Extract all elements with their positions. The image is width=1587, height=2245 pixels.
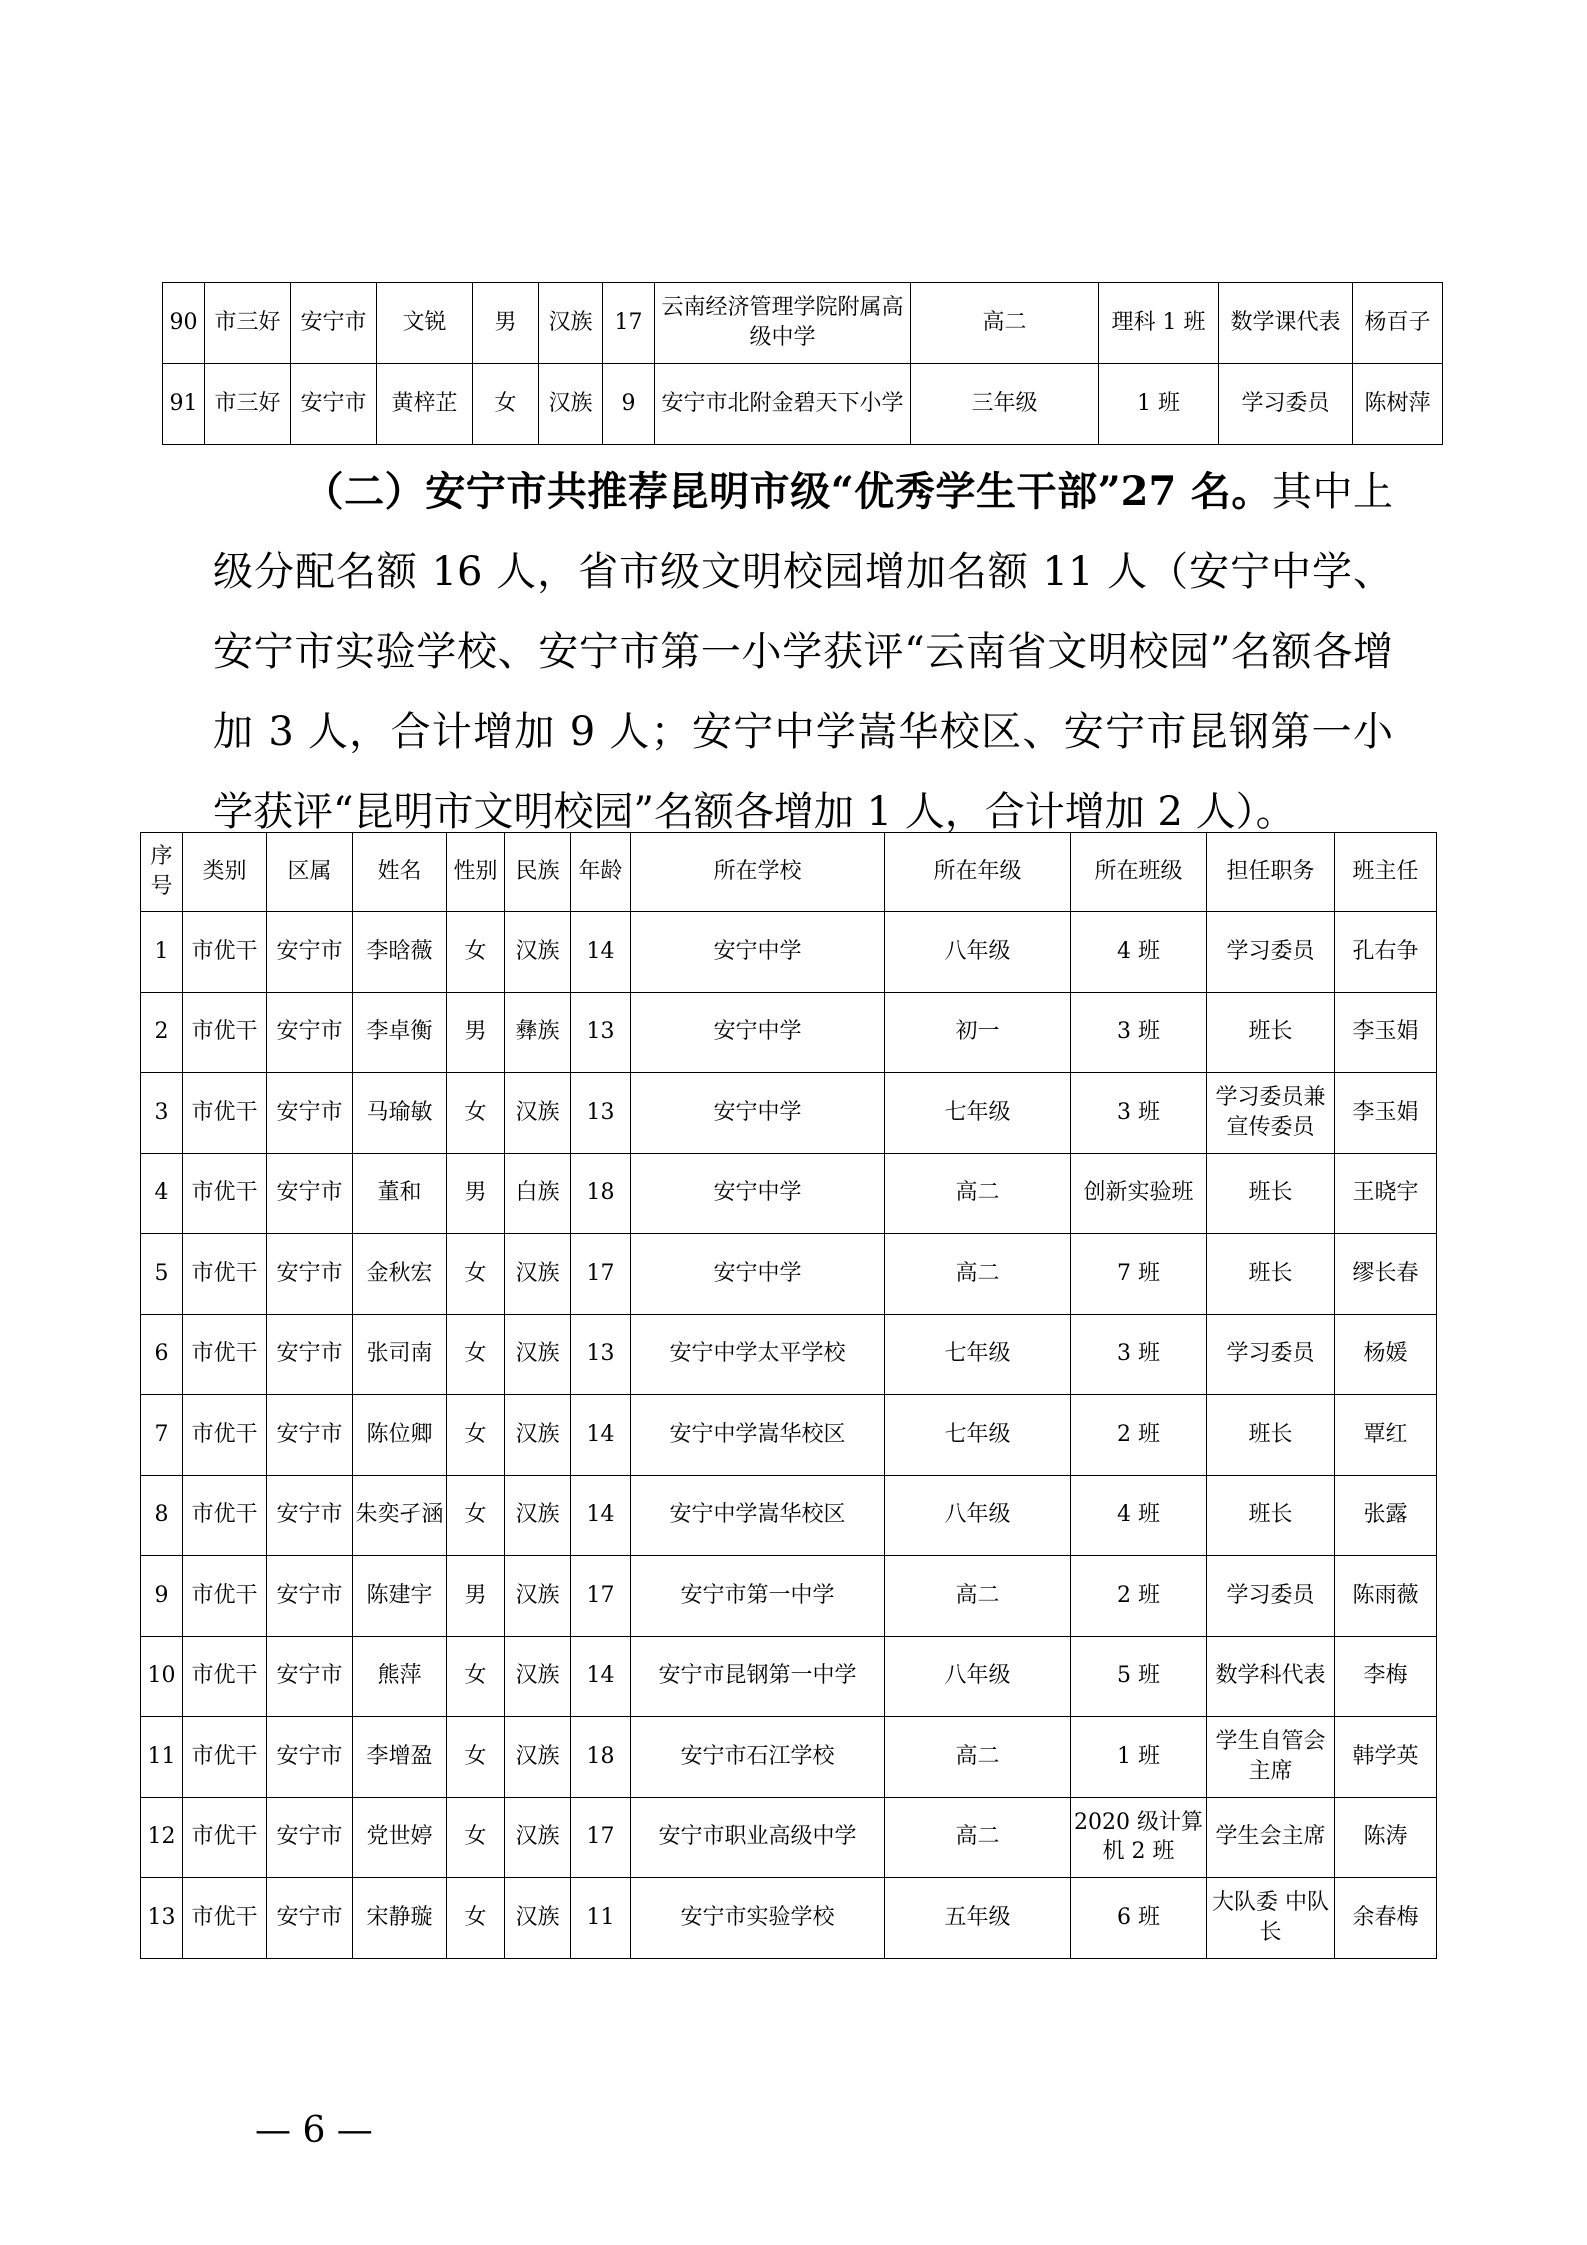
table-cell: 安宁市 (267, 1636, 353, 1717)
table-cell: 安宁中学 (631, 1234, 885, 1315)
table-cell: 市优干 (183, 1073, 267, 1154)
section-body: 其中上级分配名额 16 人，省市级文明校园增加名额 11 人（安宁中学、安宁市实验学校、安宁市第一小学获评“云南省文明校园”名额各增加 3 人，合计增加 9 人；安宁中学嵩华校区、安宁市昆钢第一小学获评“昆明市文明校园”名额各增加 1 人，合计增加 2 人）。 (213, 469, 1393, 835)
table-cell: 1 (141, 912, 183, 993)
table-cell: 安宁市 (267, 992, 353, 1073)
table-cell: 余春梅 (1335, 1878, 1437, 1959)
table-cell: 安宁市实验学校 (631, 1878, 885, 1959)
table-cell: 市优干 (183, 1153, 267, 1234)
header-cell: 所在年级 (885, 833, 1071, 912)
table-cell: 数学科代表 (1207, 1636, 1335, 1717)
table-cell: 张司南 (353, 1314, 447, 1395)
table-cell: 陈雨薇 (1335, 1556, 1437, 1637)
table-row (141, 1073, 1437, 1154)
table-cell: 13 (141, 1878, 183, 1959)
table-cell: 班长 (1207, 1395, 1335, 1476)
table-cell: 金秋宏 (353, 1234, 447, 1315)
table-cell: 陈建宇 (353, 1556, 447, 1637)
table-cell: 市优干 (183, 1636, 267, 1717)
table-cell: 三年级 (911, 364, 1099, 445)
table-cell: 安宁市 (291, 283, 377, 364)
table-cell: 男 (447, 1556, 505, 1637)
header-cell: 性别 (447, 833, 505, 912)
table-cell: 17 (571, 1234, 631, 1315)
table-cell: 安宁市第一中学 (631, 1556, 885, 1637)
table-cell: 李增盈 (353, 1717, 447, 1798)
table-cell: 安宁市 (267, 1073, 353, 1154)
table-cell: 10 (141, 1636, 183, 1717)
table-cell: 班长 (1207, 1153, 1335, 1234)
table-cell: 朱奕孑涵 (353, 1475, 447, 1556)
table-cell: 3 班 (1071, 1073, 1207, 1154)
table-cell: 4 (141, 1153, 183, 1234)
table-cell: 女 (473, 364, 539, 445)
table-cell: 13 (571, 1073, 631, 1154)
table-cell: 汉族 (505, 1073, 571, 1154)
table-cell: 高二 (885, 1153, 1071, 1234)
table-cell: 班长 (1207, 992, 1335, 1073)
table-cell: 理科 1 班 (1099, 283, 1219, 364)
table-cell: 安宁市 (267, 1314, 353, 1395)
table-cell: 18 (571, 1717, 631, 1798)
table-cell: 2 班 (1071, 1395, 1207, 1476)
table-cell: 90 (163, 283, 205, 364)
table-cell: 市优干 (183, 1314, 267, 1395)
header-cell: 区属 (267, 833, 353, 912)
table-cell: 高二 (885, 1717, 1071, 1798)
header-cell: 年龄 (571, 833, 631, 912)
table-cell: 杨百子 (1353, 283, 1443, 364)
table-row (163, 283, 1443, 364)
section-paragraph (213, 452, 1393, 852)
table-cell: 初一 (885, 992, 1071, 1073)
table-cell: 汉族 (505, 1475, 571, 1556)
table-cell: 班长 (1207, 1234, 1335, 1315)
table-cell: 李卓衡 (353, 992, 447, 1073)
table-cell: 宋静璇 (353, 1878, 447, 1959)
table-cell: 2 班 (1071, 1556, 1207, 1637)
table-cell: 数学课代表 (1219, 283, 1353, 364)
table-cell: 女 (447, 912, 505, 993)
table-cell: 女 (447, 1073, 505, 1154)
table-cell: 陈位卿 (353, 1395, 447, 1476)
table-row (141, 1153, 1437, 1234)
table-cell: 市优干 (183, 1234, 267, 1315)
section-heading: （二）安宁市共推荐昆明市级“优秀学生干部”27 名。 (303, 468, 1272, 515)
table-cell: 3 (141, 1073, 183, 1154)
cadre-table (140, 832, 1437, 1959)
table-cell: 安宁市 (267, 1395, 353, 1476)
table-cell: 韩学英 (1335, 1717, 1437, 1798)
table-cell: 班长 (1207, 1475, 1335, 1556)
table-cell: 市优干 (183, 1797, 267, 1878)
table-cell: 学习委员兼宣传委员 (1207, 1073, 1335, 1154)
table-cell: 11 (141, 1717, 183, 1798)
table-cell: 高二 (885, 1797, 1071, 1878)
table-cell: 安宁市 (267, 1717, 353, 1798)
table-cell: 安宁市 (267, 1234, 353, 1315)
table-cell: 汉族 (505, 1556, 571, 1637)
table-row (141, 992, 1437, 1073)
table-cell: 9 (141, 1556, 183, 1637)
header-cell: 姓名 (353, 833, 447, 912)
table-cell: 七年级 (885, 1314, 1071, 1395)
table-cell: 安宁中学嵩华校区 (631, 1395, 885, 1476)
table-cell: 汉族 (505, 1878, 571, 1959)
table-cell: 创新实验班 (1071, 1153, 1207, 1234)
table-cell: 学习委员 (1207, 1556, 1335, 1637)
table-cell: 缪长春 (1335, 1234, 1437, 1315)
table-row (141, 1314, 1437, 1395)
table-cell: 黄梓芷 (377, 364, 473, 445)
table-cell: 市优干 (183, 1878, 267, 1959)
table-cell: 安宁市职业高级中学 (631, 1797, 885, 1878)
table-cell: 安宁市 (291, 364, 377, 445)
table-cell: 八年级 (885, 1475, 1071, 1556)
table-cell: 汉族 (505, 1395, 571, 1476)
header-cell: 序号 (141, 833, 183, 912)
table-cell: 安宁中学太平学校 (631, 1314, 885, 1395)
page-number: — 6 — (255, 2110, 373, 2151)
top-table (162, 282, 1443, 445)
table-cell: 女 (447, 1475, 505, 1556)
table-header-row (141, 833, 1437, 912)
table-cell: 安宁市 (267, 1475, 353, 1556)
table-cell: 八年级 (885, 912, 1071, 993)
table-cell: 市优干 (183, 992, 267, 1073)
table-cell: 安宁市 (267, 912, 353, 993)
table-cell: 安宁市昆钢第一中学 (631, 1636, 885, 1717)
table-cell: 12 (141, 1797, 183, 1878)
table-cell: 学习委员 (1207, 912, 1335, 993)
table-cell: 女 (447, 1314, 505, 1395)
table-cell: 李玉娟 (1335, 1073, 1437, 1154)
table-cell: 安宁市 (267, 1797, 353, 1878)
table-cell: 17 (603, 283, 655, 364)
table-cell: 2 (141, 992, 183, 1073)
table-row (141, 1797, 1437, 1878)
table-cell: 王晓宇 (1335, 1153, 1437, 1234)
table-cell: 17 (571, 1797, 631, 1878)
table-cell: 女 (447, 1395, 505, 1476)
table-cell: 女 (447, 1878, 505, 1959)
table-cell: 安宁市 (267, 1878, 353, 1959)
table-cell: 市三好 (205, 283, 291, 364)
table-cell: 张露 (1335, 1475, 1437, 1556)
table-cell: 13 (571, 992, 631, 1073)
table-cell: 6 班 (1071, 1878, 1207, 1959)
table-row (141, 1878, 1437, 1959)
table-cell: 安宁中学 (631, 912, 885, 993)
table-cell: 8 (141, 1475, 183, 1556)
table-cell: 汉族 (505, 1636, 571, 1717)
table-cell: 11 (571, 1878, 631, 1959)
table-cell: 安宁市北附金碧天下小学 (655, 364, 911, 445)
table-cell: 7 (141, 1395, 183, 1476)
table-cell: 13 (571, 1314, 631, 1395)
table-cell: 7 班 (1071, 1234, 1207, 1315)
header-cell: 所在学校 (631, 833, 885, 912)
table-cell: 汉族 (505, 912, 571, 993)
table-cell: 高二 (885, 1556, 1071, 1637)
table-cell: 5 班 (1071, 1636, 1207, 1717)
table-cell: 孔右争 (1335, 912, 1437, 993)
table-cell: 5 (141, 1234, 183, 1315)
table-cell: 市优干 (183, 1475, 267, 1556)
table-cell: 八年级 (885, 1636, 1071, 1717)
table-cell: 学生会主席 (1207, 1797, 1335, 1878)
table-cell: 高二 (911, 283, 1099, 364)
table-cell: 男 (447, 992, 505, 1073)
table-row (141, 1475, 1437, 1556)
table-cell: 市优干 (183, 1556, 267, 1637)
table-cell: 覃红 (1335, 1395, 1437, 1476)
table-cell: 七年级 (885, 1395, 1071, 1476)
table-cell: 3 班 (1071, 992, 1207, 1073)
table-cell: 学习委员 (1207, 1314, 1335, 1395)
table-cell: 安宁中学 (631, 992, 885, 1073)
table-cell: 汉族 (505, 1234, 571, 1315)
table-cell: 4 班 (1071, 912, 1207, 993)
table-cell: 安宁市石江学校 (631, 1717, 885, 1798)
table-cell: 17 (571, 1556, 631, 1637)
table-cell: 男 (473, 283, 539, 364)
header-cell: 类别 (183, 833, 267, 912)
table-cell: 市三好 (205, 364, 291, 445)
table-cell: 安宁市 (267, 1153, 353, 1234)
header-cell: 班主任 (1335, 833, 1437, 912)
table-cell: 马瑜敏 (353, 1073, 447, 1154)
table-cell: 14 (571, 1395, 631, 1476)
table-cell: 汉族 (505, 1314, 571, 1395)
table-cell: 18 (571, 1153, 631, 1234)
table-cell: 3 班 (1071, 1314, 1207, 1395)
table-cell: 14 (571, 1475, 631, 1556)
table-cell: 安宁中学 (631, 1153, 885, 1234)
table-cell: 女 (447, 1636, 505, 1717)
table-cell: 男 (447, 1153, 505, 1234)
table-cell: 1 班 (1099, 364, 1219, 445)
table-cell: 安宁中学嵩华校区 (631, 1475, 885, 1556)
table-cell: 李玉娟 (1335, 992, 1437, 1073)
table-cell: 高二 (885, 1234, 1071, 1315)
table-cell: 女 (447, 1234, 505, 1315)
table-row (141, 1556, 1437, 1637)
table-cell: 李晗薇 (353, 912, 447, 993)
table-cell: 14 (571, 1636, 631, 1717)
table-row (163, 364, 1443, 445)
table-cell: 女 (447, 1797, 505, 1878)
table-cell: 4 班 (1071, 1475, 1207, 1556)
table-cell: 杨媛 (1335, 1314, 1437, 1395)
header-cell: 担任职务 (1207, 833, 1335, 912)
table-cell: 学生自管会主席 (1207, 1717, 1335, 1798)
table-cell: 李梅 (1335, 1636, 1437, 1717)
table-cell: 学习委员 (1219, 364, 1353, 445)
table-row (141, 1636, 1437, 1717)
table-cell: 汉族 (505, 1717, 571, 1798)
table-cell: 彝族 (505, 992, 571, 1073)
table-cell: 汉族 (505, 1797, 571, 1878)
table-cell: 陈涛 (1335, 1797, 1437, 1878)
table-row (141, 912, 1437, 993)
table-cell: 熊萍 (353, 1636, 447, 1717)
table-cell: 安宁市 (267, 1556, 353, 1637)
table-cell: 安宁中学 (631, 1073, 885, 1154)
table-cell: 七年级 (885, 1073, 1071, 1154)
table-cell: 市优干 (183, 1395, 267, 1476)
table-cell: 2020 级计算机 2 班 (1071, 1797, 1207, 1878)
table-cell: 文锐 (377, 283, 473, 364)
table-cell: 董和 (353, 1153, 447, 1234)
table-cell: 白族 (505, 1153, 571, 1234)
table-cell: 云南经济管理学院附属高级中学 (655, 283, 911, 364)
header-cell: 民族 (505, 833, 571, 912)
table-cell: 14 (571, 912, 631, 993)
table-cell: 陈树萍 (1353, 364, 1443, 445)
table-cell: 91 (163, 364, 205, 445)
table-cell: 女 (447, 1717, 505, 1798)
table-cell: 市优干 (183, 912, 267, 993)
table-cell: 汉族 (539, 283, 603, 364)
header-cell: 所在班级 (1071, 833, 1207, 912)
table-row (141, 1717, 1437, 1798)
table-cell: 市优干 (183, 1717, 267, 1798)
table-cell: 9 (603, 364, 655, 445)
table-cell: 汉族 (539, 364, 603, 445)
table-cell: 五年级 (885, 1878, 1071, 1959)
table-row (141, 1395, 1437, 1476)
table-cell: 1 班 (1071, 1717, 1207, 1798)
table-row (141, 1234, 1437, 1315)
table-cell: 党世婷 (353, 1797, 447, 1878)
table-cell: 大队委 中队长 (1207, 1878, 1335, 1959)
table-cell: 6 (141, 1314, 183, 1395)
